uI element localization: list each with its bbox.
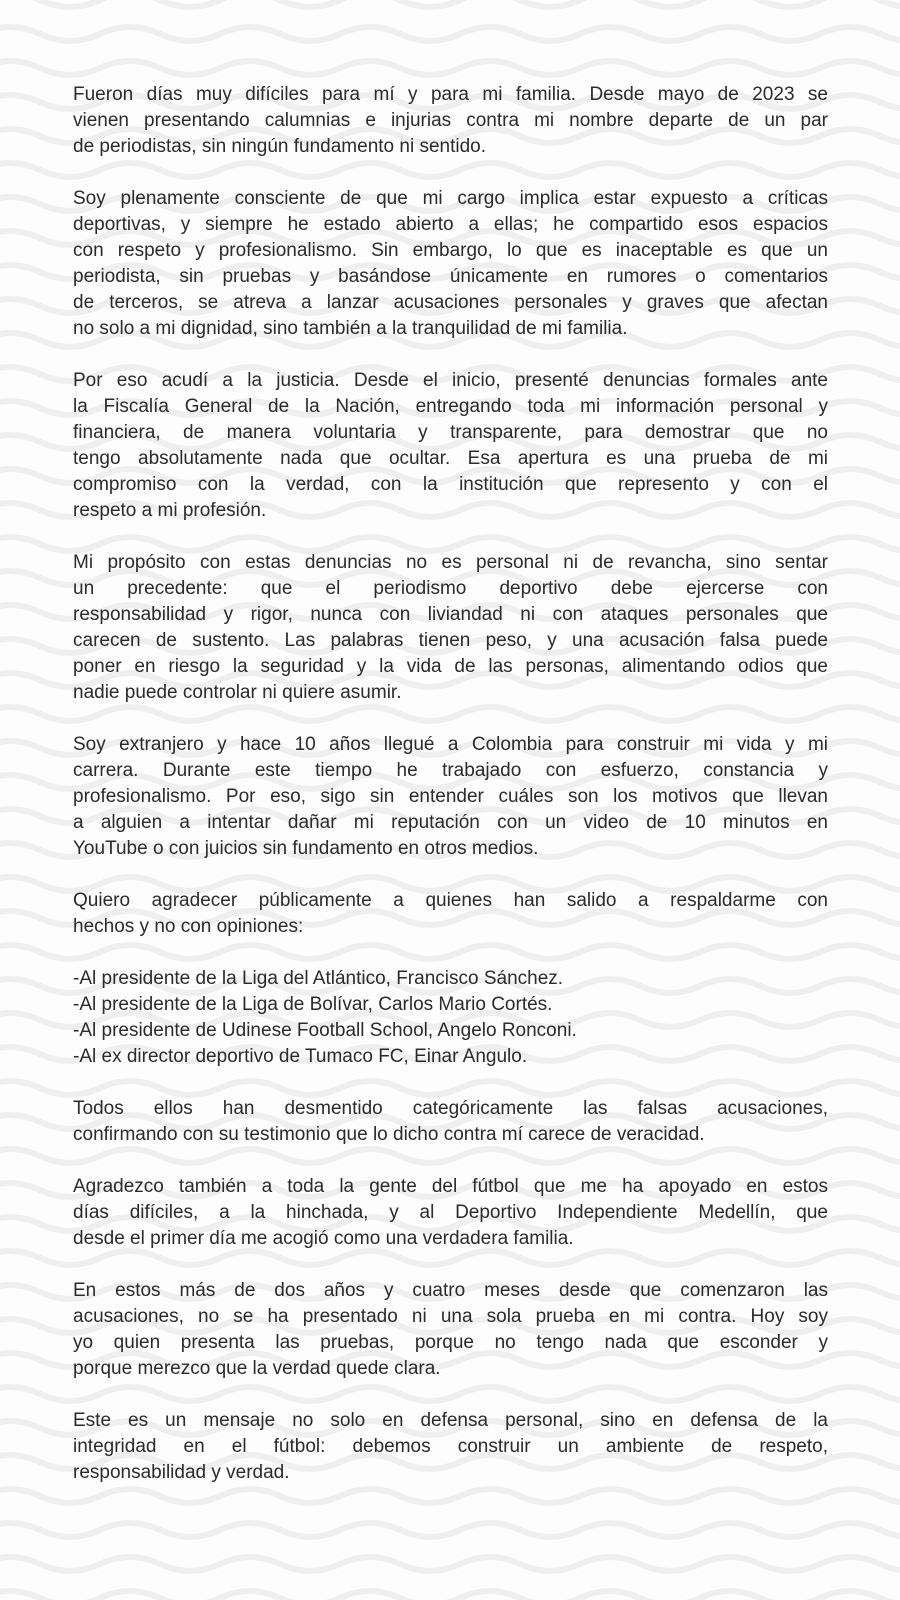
wave-line bbox=[0, 27, 900, 41]
list-item: -Al presidente de la Liga del Atlántico, Francisco Sánchez. bbox=[73, 968, 564, 989]
text-line: hechos y no con opiniones: bbox=[73, 916, 304, 937]
text-line: En estos más de dos años y cuatro meses desde que comenzaron las bbox=[73, 1280, 828, 1301]
acknowledgement-list bbox=[73, 966, 828, 1070]
text-line: responsabilidad y verdad. bbox=[73, 1462, 290, 1483]
text-line: días difíciles, a la hinchada, y al Deportivo Independiente Medellín, que bbox=[73, 1202, 828, 1223]
paragraph bbox=[73, 82, 828, 160]
paragraph bbox=[73, 1408, 828, 1486]
text-line: desde el primer día me acogió como una verdadera familia. bbox=[73, 1228, 574, 1249]
statement-document bbox=[73, 82, 828, 1512]
text-line: YouTube o con juicios sin fundamento en otros medios. bbox=[73, 838, 539, 859]
text-line: un precedente: que el periodismo deportivo debe ejercerse con bbox=[73, 578, 828, 599]
text-line: vienen presentando calumnias e injurias contra mi nombre departe de un par bbox=[73, 110, 828, 131]
paragraph bbox=[73, 368, 828, 524]
text-line: la Fiscalía General de la Nación, entregando toda mi información personal y bbox=[73, 396, 828, 417]
text-line: Soy plenamente consciente de que mi cargo implica estar expuesto a críticas bbox=[73, 188, 828, 209]
list-item: -Al ex director deportivo de Tumaco FC, Einar Angulo. bbox=[73, 1046, 528, 1067]
text-line: de terceros, se atreva a lanzar acusaciones personales y graves que afectan bbox=[73, 292, 828, 313]
text-line: a alguien a intentar dañar mi reputación con un video de 10 minutos en bbox=[73, 812, 828, 833]
paragraph bbox=[73, 1174, 828, 1252]
text-line: Quiero agradecer públicamente a quienes han salido a respaldarme con bbox=[73, 890, 828, 911]
paragraph bbox=[73, 186, 828, 342]
text-line: Este es un mensaje no solo en defensa personal, sino en defensa de la bbox=[73, 1410, 828, 1431]
text-line: nadie puede controlar ni quiere asumir. bbox=[73, 682, 402, 703]
text-line: Agradezco también a toda la gente del fútbol que me ha apoyado en estos bbox=[73, 1176, 828, 1197]
wave-line bbox=[0, 61, 900, 75]
text-line: financiera, de manera voluntaria y transparente, para demostrar que no bbox=[73, 422, 828, 443]
text-line: periodista, sin pruebas y basándose únicamente en rumores o comentarios bbox=[73, 266, 828, 287]
text-line: Por eso acudí a la justicia. Desde el inicio, presenté denuncias formales ante bbox=[73, 370, 828, 391]
paragraph bbox=[73, 550, 828, 706]
text-line: poner en riesgo la seguridad y la vida de las personas, alimentando odios que bbox=[73, 656, 828, 677]
text-line: tengo absolutamente nada que ocultar. Esa apertura es una prueba de mi bbox=[73, 448, 828, 469]
wave-line bbox=[0, 1557, 900, 1571]
list-item: -Al presidente de la Liga de Bolívar, Carlos Mario Cortés. bbox=[73, 994, 553, 1015]
paragraph bbox=[73, 732, 828, 862]
text-line: Fueron días muy difíciles para mí y para mi familia. Desde mayo de 2023 se bbox=[73, 84, 828, 105]
text-line: Soy extranjero y hace 10 años llegué a Colombia para construir mi vida y mi bbox=[73, 734, 828, 755]
text-line: carrera. Durante este tiempo he trabajado con esfuerzo, constancia y bbox=[73, 760, 828, 781]
text-line: de periodistas, sin ningún fundamento ni sentido. bbox=[73, 136, 486, 157]
paragraph bbox=[73, 1096, 828, 1148]
text-line: carecen de sustento. Las palabras tienen peso, y una acusación falsa puede bbox=[73, 630, 828, 651]
text-line: no solo a mi dignidad, sino también a la tranquilidad de mi familia. bbox=[73, 318, 628, 339]
text-line: yo quien presenta las pruebas, porque no tengo nada que esconder y bbox=[73, 1332, 828, 1353]
wave-line bbox=[0, 1523, 900, 1537]
text-line: respeto a mi profesión. bbox=[73, 500, 267, 521]
text-line: deportivas, y siempre he estado abierto a ellas; he compartido esos espacios bbox=[73, 214, 828, 235]
text-line: compromiso con la verdad, con la institución que represento y con el bbox=[73, 474, 828, 495]
text-line: confirmando con su testimonio que lo dicho contra mí carece de veracidad. bbox=[73, 1124, 705, 1145]
text-line: integridad en el fútbol: debemos construir un ambiente de respeto, bbox=[73, 1436, 828, 1457]
wave-line bbox=[0, 0, 900, 7]
paragraph bbox=[73, 888, 828, 940]
list-item: -Al presidente de Udinese Football School, Angelo Ronconi. bbox=[73, 1020, 577, 1041]
text-line: acusaciones, no se ha presentado ni una sola prueba en mi contra. Hoy soy bbox=[73, 1306, 828, 1327]
text-line: Todos ellos han desmentido categóricamente las falsas acusaciones, bbox=[73, 1098, 828, 1119]
text-line: Mi propósito con estas denuncias no es personal ni de revancha, sino sentar bbox=[73, 552, 828, 573]
text-line: con respeto y profesionalismo. Sin embargo, lo que es inaceptable es que un bbox=[73, 240, 828, 261]
text-line: profesionalismo. Por eso, sigo sin entender cuáles son los motivos que llevan bbox=[73, 786, 828, 807]
text-line: responsabilidad y rigor, nunca con liviandad ni con ataques personales que bbox=[73, 604, 828, 625]
wave-line bbox=[0, 1591, 900, 1600]
text-line: porque merezco que la verdad quede clara. bbox=[73, 1358, 441, 1379]
paragraph bbox=[73, 1278, 828, 1382]
